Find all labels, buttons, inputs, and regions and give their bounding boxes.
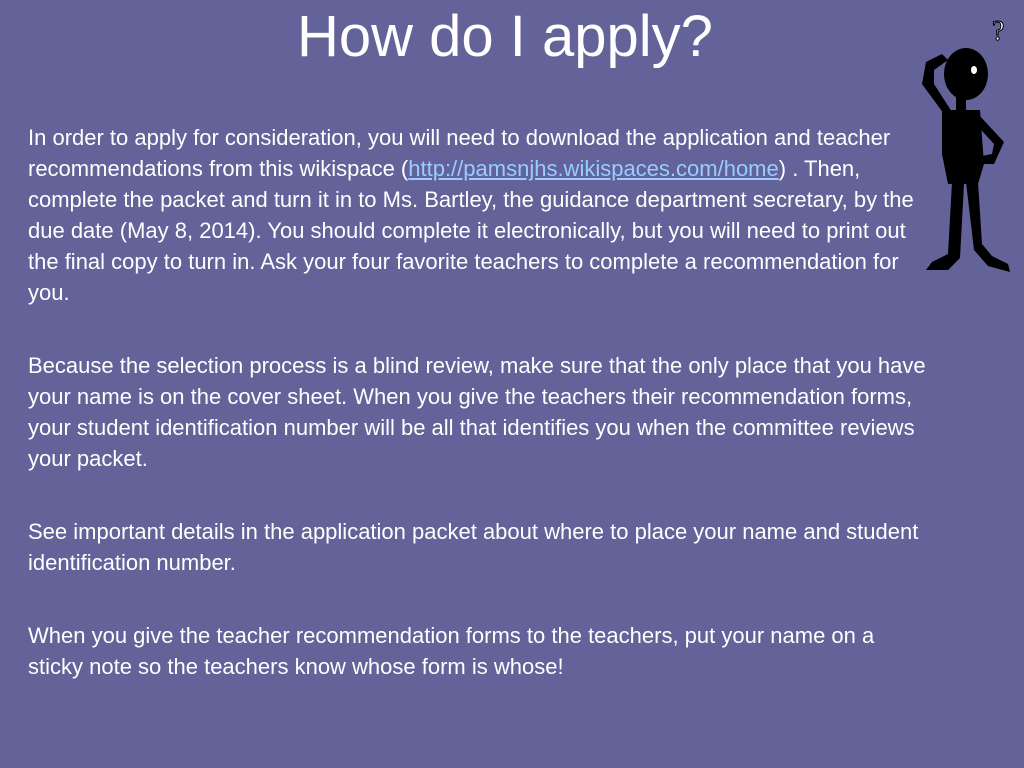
thinking-figure-graphic xyxy=(908,14,1024,276)
paragraph-sticky-note: When you give the teacher recommendation forms to the teachers, put your name on a sticky note so the teachers know whose form is whose! xyxy=(28,623,875,679)
slide-body xyxy=(28,122,933,724)
figure-head xyxy=(944,48,988,100)
figure-neck xyxy=(956,96,966,110)
paragraph-blind-review: Because the selection process is a blind review, make sure that the only place that you have your name is on the cover sheet. When you give the teachers their recommendation forms, your student identification number will be all that identifies you when the committee reviews your packet. xyxy=(28,353,926,471)
thinking-stick-figure-icon xyxy=(908,14,1024,276)
figure-eye xyxy=(971,66,977,74)
paragraph-text: In order to apply for consideration, you will need to download the application and teacher recommendations from this wikispace ( xyxy=(28,125,891,181)
paragraph-important-details: See important details in the application packet about where to place your name and student identification number. xyxy=(28,519,919,575)
figure-leg-right xyxy=(966,182,1010,272)
paragraph-text: ) . Then, complete the packet and turn it in to Ms. Bartley, the guidance department secretary, by the due date (May 8, 2014). You should complete it electronically, but you will need to print out the final copy to turn in. Ask your four favorite teachers to complete a recommendation for you. xyxy=(28,156,914,305)
paragraph-application-instructions xyxy=(28,122,933,308)
wikispace-link[interactable]: http://pamsnjhs.wikispaces.com/home xyxy=(408,156,779,181)
figure-leg-left xyxy=(926,182,964,270)
slide-title: How do I apply? xyxy=(297,4,713,69)
question-mark-glyph: ? xyxy=(992,16,1005,47)
